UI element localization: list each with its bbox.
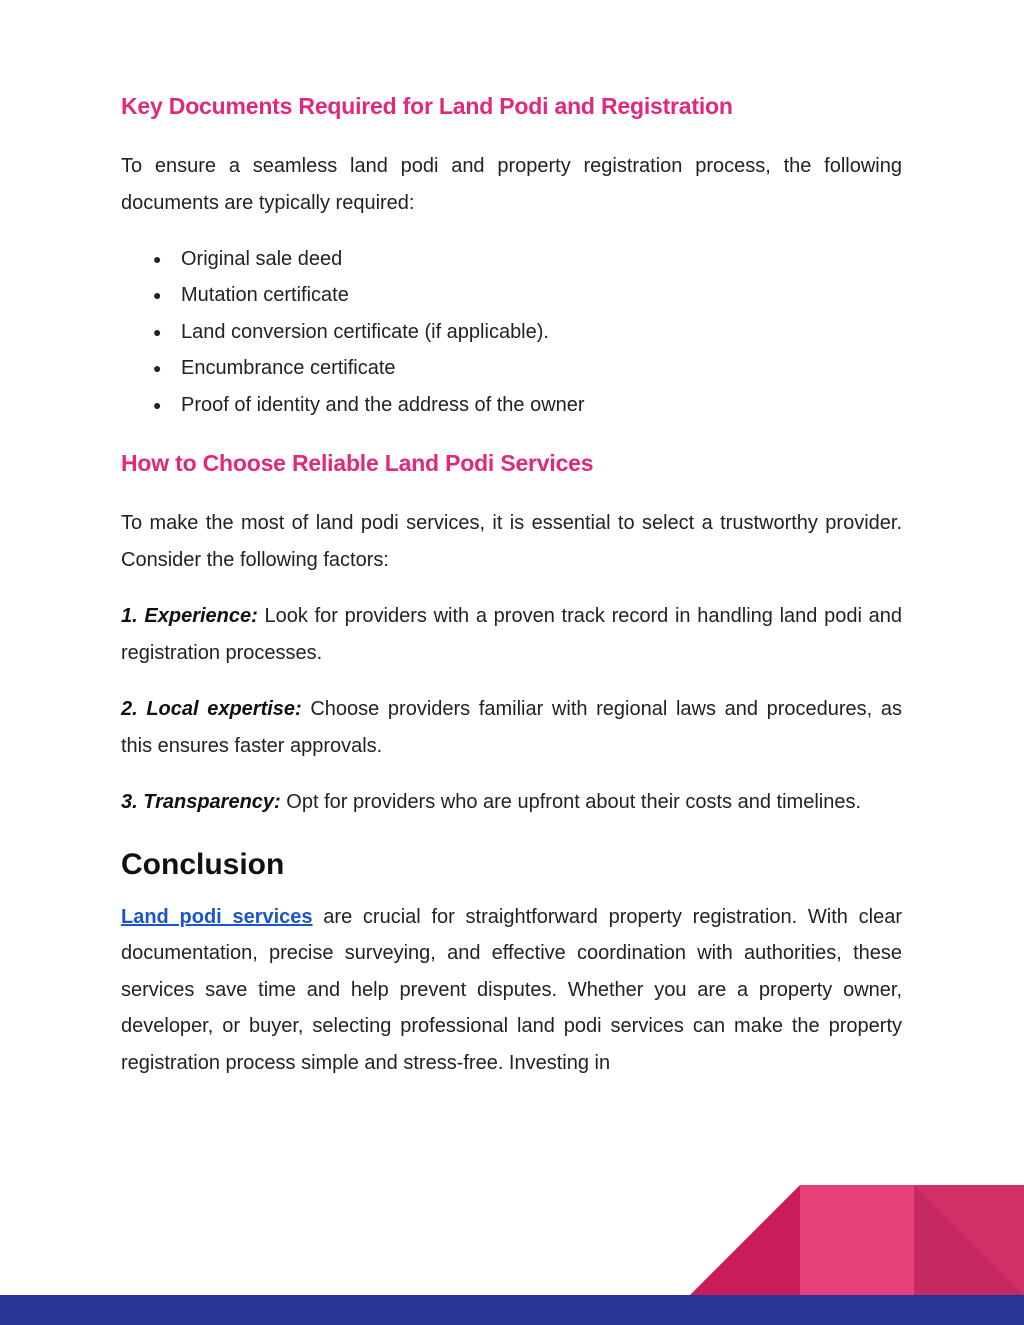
choose-services-intro: To make the most of land podi services, it is essential to select a trustworthy provider. Consider the following factors: xyxy=(121,512,902,571)
factor-paragraph: 2. Local expertise: Choose providers familiar with regional laws and procedures, as this ensures faster approvals. xyxy=(121,698,902,757)
key-documents-intro: To ensure a seamless land podi and property registration process, the following documents are typically required: xyxy=(121,155,902,214)
land-podi-services-link[interactable]: Land podi services xyxy=(121,905,313,928)
section-heading-key-documents: Key Documents Required for Land Podi and Registration xyxy=(121,93,733,119)
bullet-icon: ● xyxy=(153,396,162,413)
decor-pink-shape xyxy=(800,1185,914,1295)
conclusion-heading: Conclusion xyxy=(121,847,285,881)
list-item: ● Encumbrance certificate xyxy=(121,350,902,386)
factor-paragraph: 1. Experience: Look for providers with a proven track record in handling land podi and registration processes. xyxy=(121,605,902,664)
documents-list xyxy=(121,241,902,423)
factor-term: 2. Local expertise: xyxy=(121,698,302,721)
factor-term: 3. Transparency: xyxy=(121,791,281,814)
list-item: ● Mutation certificate xyxy=(121,277,902,313)
section-heading-choose-services: How to Choose Reliable Land Podi Services xyxy=(121,450,594,477)
factor-term: 1. Experience: xyxy=(121,605,258,628)
bullet-icon: ● xyxy=(153,323,162,340)
bullet-icon: ● xyxy=(153,251,162,267)
factor-paragraph: 3. Transparency: Opt for providers who are upfront about their costs and timelines. xyxy=(121,791,862,814)
bullet-icon: ● xyxy=(153,360,162,377)
list-item: ● Land conversion certificate (if applicable). xyxy=(121,314,902,350)
bullet-icon: ● xyxy=(153,287,162,304)
corner-decoration xyxy=(690,1185,1024,1295)
list-item: ● Proof of identity and the address of the owner xyxy=(121,387,902,423)
list-item: ● Original sale deed xyxy=(121,241,902,277)
footer-bar xyxy=(0,1295,1024,1325)
conclusion-paragraph: Land podi services are crucial for straightforward property registration. With clear documentation, precise surveying, and effective coordination with authorities, these services save time and help prevent disputes. Whether you are a property owner, developer, or buyer, selecting professional land podi services can make the property registration process simple and stress-free. Investing in xyxy=(121,905,903,1074)
document-content xyxy=(121,88,902,1081)
